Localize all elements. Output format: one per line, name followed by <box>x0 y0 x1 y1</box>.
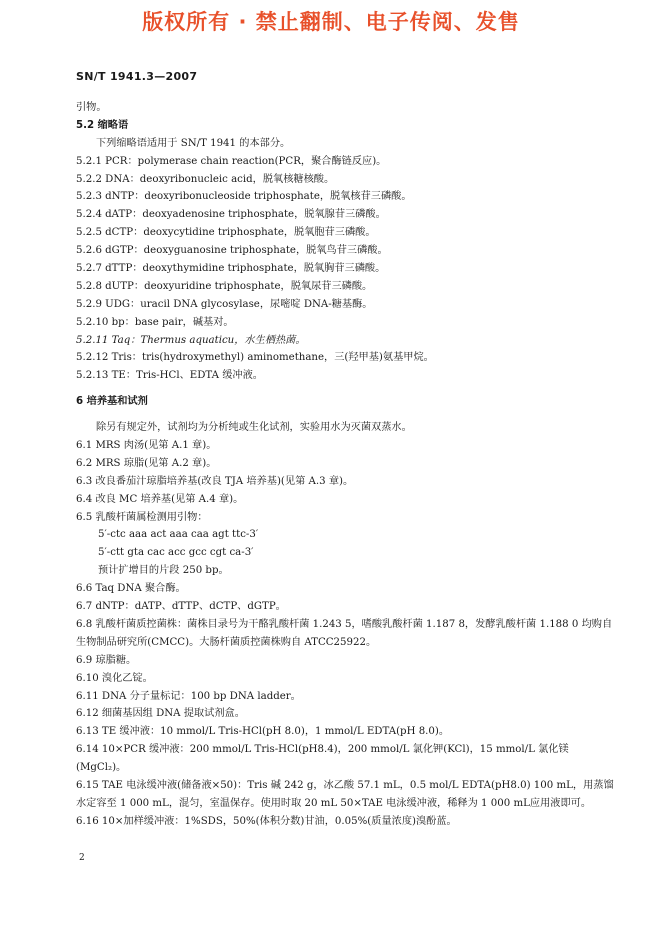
reagent-item: 6.1 MRS 肉汤(见第 A.1 章)。 <box>76 440 217 452</box>
abbreviation-item: 5.2.12 Tris：tris(hydroxymethyl) aminomethane，三(羟甲基)氨基甲烷。 <box>76 352 434 364</box>
abbreviation-item: 5.2.6 dGTP：deoxyguanosine triphosphate，脱氧鸟苷三磷酸。 <box>76 245 388 257</box>
reagent-item: 6.14 10×PCR 缓冲液：200 mmol/L Tris-HCl(pH8.4)，200 mmol/L 氯化钾(KCl)，15 mmol/L 氯化镁(MgCl₂)。 <box>76 744 569 774</box>
section-heading: 5.2 缩略语 <box>76 119 129 131</box>
abbreviation-item: 5.2.9 UDG：uracil DNA glycosylase，尿嘧啶 DNA-糖基酶。 <box>76 298 373 310</box>
text-line: 除另有规定外，试剂均为分析纯或生化试剂，实验用水为灭菌双蒸水。 <box>96 422 412 434</box>
abbreviation-item: 5.2.2 DNA：deoxyribonucleic acid，脱氧核糖核酸。 <box>76 173 335 185</box>
reagent-item: 6.12 细菌基因组 DNA 提取试剂盒。 <box>76 708 245 720</box>
reagent-item: 6.10 溴化乙锭。 <box>76 672 153 684</box>
abbreviation-item: 5.2.11 Taq：Thermus aquaticu，水生栖热菌。 <box>76 334 306 346</box>
abbreviation-item: 5.2.7 dTTP：deoxythymidine triphosphate，脱氧胸苷三磷酸。 <box>76 263 386 275</box>
page-number: 2 <box>79 853 85 863</box>
text-line: 引物。 <box>76 102 107 113</box>
abbreviation-item: 5.2.5 dCTP：deoxycytidine triphosphate，脱氧胞苷三磷酸。 <box>76 227 376 239</box>
reagent-item: 6.8 乳酸杆菌质控菌株：菌株目录号为干酪乳酸杆菌 1.243 5，嗜酸乳酸杆菌 1.187 8，发酵乳酸杆菌 1.188 0 均购自生物制品研究所(CMCC)。大肠杆菌质控菌株购自 ATCC25922。 <box>76 618 613 648</box>
section-heading: 6 培养基和试剂 <box>76 396 148 408</box>
reagent-item: 6.9 琼脂糖。 <box>76 654 137 666</box>
text-line: 预计扩增目的片段 250 bp。 <box>98 565 229 577</box>
document-body <box>76 99 616 831</box>
abbreviation-item: 5.2.13 TE：Tris-HCl、EDTA 缓冲液。 <box>76 370 263 382</box>
reagent-item: 6.5 乳酸杆菌属检测用引物： <box>76 511 208 523</box>
abbreviation-item: 5.2.4 dATP：deoxyadenosine triphosphate，脱氧腺苷三磷酸。 <box>76 209 386 221</box>
text-line: 下列缩略语适用于 SN/T 1941 的本部分。 <box>96 137 291 149</box>
reagent-item: 6.2 MRS 琼脂(见第 A.2 章)。 <box>76 457 217 469</box>
abbreviation-item: 5.2.1 PCR：polymerase chain reaction(PCR，聚合酶链反应)。 <box>76 155 387 167</box>
standard-header: SN/T 1941.3—2007 <box>76 70 198 83</box>
reagent-item: 6.7 dNTP：dATP、dTTP、dCTP、dGTP。 <box>76 601 286 613</box>
reagent-item: 6.15 TAE 电泳缓冲液(储备液×50)：Tris 碱 242 g，冰乙酸 57.1 mL，0.5 mol/L EDTA(pH8.0) 100 mL，用蒸馏水定容至 1 000 mL，混匀，室温保存。使用时取 20 mL 50×TAE 电泳缓冲液，稀释为 1 000 mL应用液即可。 <box>76 780 614 809</box>
reagent-item: 6.6 Taq DNA 聚合酶。 <box>76 583 186 595</box>
reagent-item: 6.16 10×加样缓冲液：1%SDS，50%(体积分数)甘油，0.05%(质量浓度)溴酚蓝。 <box>76 815 457 827</box>
reagent-item: 6.11 DNA 分子量标记：100 bp DNA ladder。 <box>76 690 301 702</box>
reagent-item: 6.4 改良 MC 培养基(见第 A.4 章)。 <box>76 493 244 505</box>
abbreviation-item: 5.2.3 dNTP：deoxyribonucleoside triphosphate，脱氧核苷三磷酸。 <box>76 191 412 203</box>
copyright-watermark: 版权所有 · 禁止翻制、电子传阅、发售 <box>142 10 520 34</box>
abbreviation-item: 5.2.10 bp：base pair，碱基对。 <box>76 316 234 328</box>
reagent-item: 6.3 改良番茄汁琼脂培养基(改良 TJA 培养基)(见第 A.3 章)。 <box>76 475 354 487</box>
abbreviation-item: 5.2.8 dUTP：deoxyuridine triphosphate，脱氧尿苷三磷酸。 <box>76 280 373 292</box>
primer-sequence: 5′-ctt gta cac acc gcc cgt ca-3′ <box>98 547 254 559</box>
reagent-item: 6.13 TE 缓冲液：10 mmol/L Tris-HCl(pH 8.0)，1 mmol/L EDTA(pH 8.0)。 <box>76 726 450 738</box>
primer-sequence: 5′-ctc aaa act aaa caa agt ttc-3′ <box>98 529 259 541</box>
